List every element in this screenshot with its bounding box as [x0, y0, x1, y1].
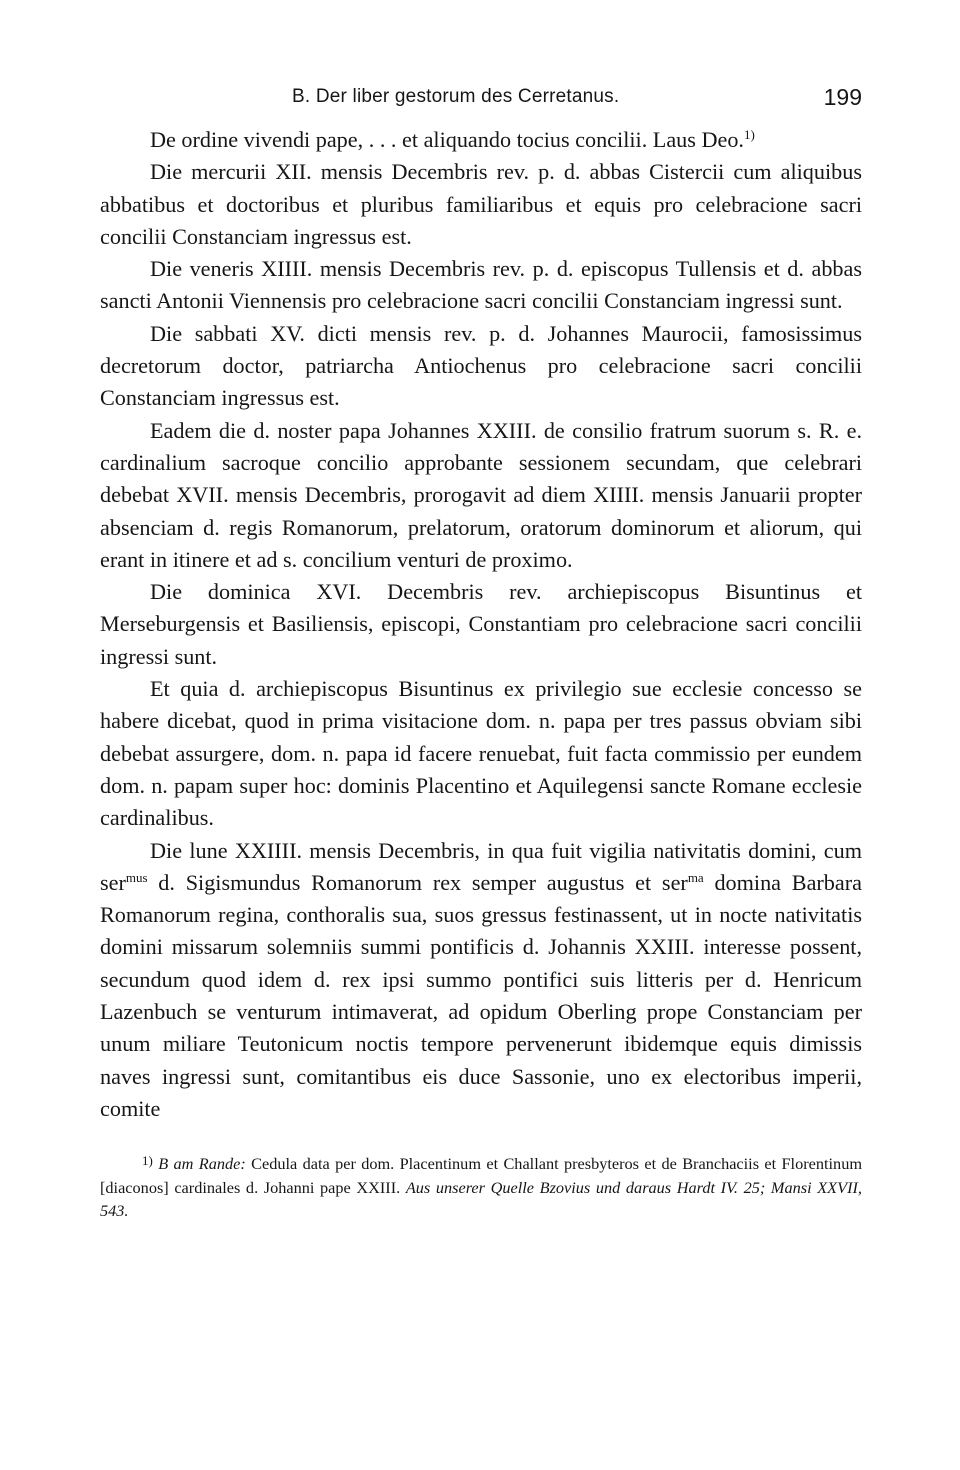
superscript-abbreviation: ma	[687, 869, 704, 885]
page-header	[100, 82, 862, 124]
paragraph: Et quia d. archiepiscopus Bisuntinus ex privilegio sue ecclesie concesso se habere dicebat, quod in prima visitacione dom. n. papa per tres passus obviam sibi debebat assurgere, dom. n. papa id facere renuebat, fuit facta commissio per eundem dom. n. papam super hoc: dominis Placentino et Aquilegensi sancte Romane ecclesie cardinalibus.	[100, 676, 862, 831]
footnote-marker: 1)	[142, 1153, 153, 1169]
book-page	[100, 82, 862, 1223]
paragraph	[100, 835, 862, 1126]
paragraph: Die dominica XVI. Decembris rev. archiepiscopus Bisuntinus et Merseburgensis et Basiliensis, episcopi, Constantiam pro celebracione sacri concilii ingressi sunt.	[100, 579, 862, 669]
paragraph: Eadem die d. noster papa Johannes XXIII. de consilio fratrum suorum s. R. e. cardinalium sacroque concilio approbante sessionem secundam, que celebrari debebat XVII. mensis Decembris, prorogavit ad diem XIIII. mensis Januarii propter absenciam d. regis Romanorum, prelatorum, oratorum dominorum et aliorum, qui erant in itinere et ad s. concilium venturi de proximo.	[100, 417, 862, 572]
running-head: B. Der liber gestorum des Cerretanus.	[292, 86, 620, 107]
paragraph-text: d. Sigismundus Romanorum rex semper augustus et ser	[147, 869, 688, 895]
page-number: 199	[823, 84, 862, 110]
paragraph-text: De ordine vivendi pape, . . . et aliquando tocius concilii. Laus Deo.	[150, 127, 744, 152]
paragraph: Die sabbati XV. dicti mensis rev. p. d. Johannes Maurocii, famosissimus decretorum doctor, patriarcha Antiochenus pro celebracione sacri concilii Constanciam ingressus est.	[100, 320, 862, 411]
paragraph: Die veneris XIIII. mensis Decembris rev. p. d. episcopus Tullensis et d. abbas sancti Antonii Viennensis pro celebracione sacri concilii Constanciam ingressi sunt.	[100, 256, 862, 314]
footnote	[100, 1152, 862, 1223]
footnotes	[100, 1152, 862, 1223]
paragraph-text: Die lune XXIIII. mensis Decembris, in qua fuit vigilia nativitatis domini, cum ser	[100, 837, 862, 895]
paragraph-text: domina Barbara Romanorum regina, conthoralis sua, suos gressus festinassent, ut in nocte nativitatis domini missarum solemniis summi pontificis d. Johannis XXIII. interesse possent, secundum quod idem d. rex ipsi summo pontifici suis litteris per d. Henricum Lazenbuch se venturum intimaverat, ad opidum Oberling prope Constanciam per unum miliare Teutonicum noctis tempore pervenerunt ibidemque equis dimissis naves ingressi sunt, comitantibus eis duce Sassonie, uno ex electoribus imperii, comite	[100, 869, 862, 1121]
footnote-text: Cedula data per dom. Placentinum et Challant presbyteros et de Branchaciis et Florentinum [diaconos] cardinales d. Johanni pape XXIII.	[100, 1154, 863, 1197]
footnote-reference: 1)	[743, 127, 755, 142]
main-text	[100, 124, 862, 1125]
footnote-source: B am Rande:	[158, 1154, 246, 1174]
superscript-abbreviation: mus	[125, 869, 148, 885]
paragraph	[100, 124, 862, 156]
footnote-reference-text: Aus unserer Quelle Bzovius und daraus Hardt IV. 25; Mansi XXVII, 543.	[100, 1177, 862, 1221]
paragraph: Die mercurii XII. mensis Decembris rev. p. d. abbas Cistercii cum aliquibus abbatibus et doctoribus et pluribus familiaribus et equis pro celebracione sacri concilii Constanciam ingressus est.	[100, 159, 862, 249]
